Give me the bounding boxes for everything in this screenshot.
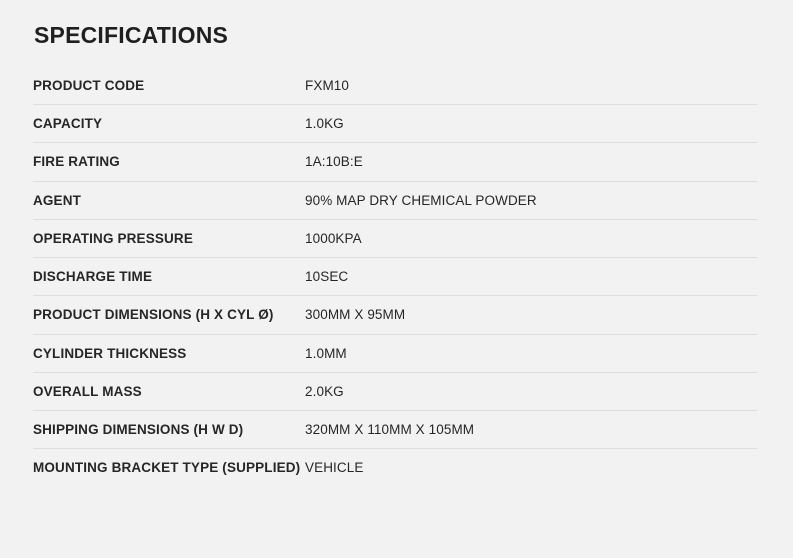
- specifications-table: [33, 67, 757, 486]
- spec-value: 90% MAP DRY CHEMICAL POWDER: [305, 192, 537, 208]
- table-row: [33, 334, 757, 372]
- spec-label: CYLINDER THICKNESS: [33, 345, 187, 361]
- spec-value: 2.0KG: [305, 383, 344, 399]
- spec-label: PRODUCT DIMENSIONS (H X CYL Ø): [33, 307, 274, 323]
- table-row: [33, 372, 757, 410]
- spec-value: VEHICLE: [305, 460, 364, 476]
- table-row: [33, 449, 757, 487]
- table-row: [33, 181, 757, 219]
- table-row: [33, 258, 757, 296]
- spec-value: 320MM X 110MM X 105MM: [305, 421, 475, 437]
- spec-label: OPERATING PRESSURE: [33, 230, 193, 246]
- spec-label: SHIPPING DIMENSIONS (H W D): [33, 421, 244, 437]
- table-row: [33, 105, 757, 143]
- table-row: [33, 410, 757, 448]
- spec-label: DISCHARGE TIME: [33, 269, 153, 285]
- spec-label: FIRE RATING: [33, 154, 120, 170]
- spec-value: 1.0MM: [305, 345, 347, 361]
- spec-label: MOUNTING BRACKET TYPE (SUPPLIED): [33, 460, 301, 476]
- page-title: SPECIFICATIONS: [34, 22, 229, 48]
- spec-value: 1.0KG: [305, 116, 344, 132]
- spec-label: OVERALL MASS: [33, 383, 142, 399]
- spec-value: 300MM X 95MM: [305, 307, 406, 323]
- specifications-table-body: [33, 67, 757, 486]
- spec-label: CAPACITY: [33, 116, 103, 132]
- table-row: [33, 296, 757, 334]
- spec-label: PRODUCT CODE: [33, 78, 145, 93]
- table-row: [33, 143, 757, 181]
- spec-value: 1000KPA: [305, 230, 362, 246]
- spec-value: 1A:10B:E: [305, 154, 363, 170]
- table-row: [33, 67, 757, 105]
- spec-value: 10SEC: [305, 269, 349, 285]
- spec-label: AGENT: [33, 192, 81, 208]
- table-row: [33, 219, 757, 257]
- spec-value: FXM10: [305, 78, 350, 93]
